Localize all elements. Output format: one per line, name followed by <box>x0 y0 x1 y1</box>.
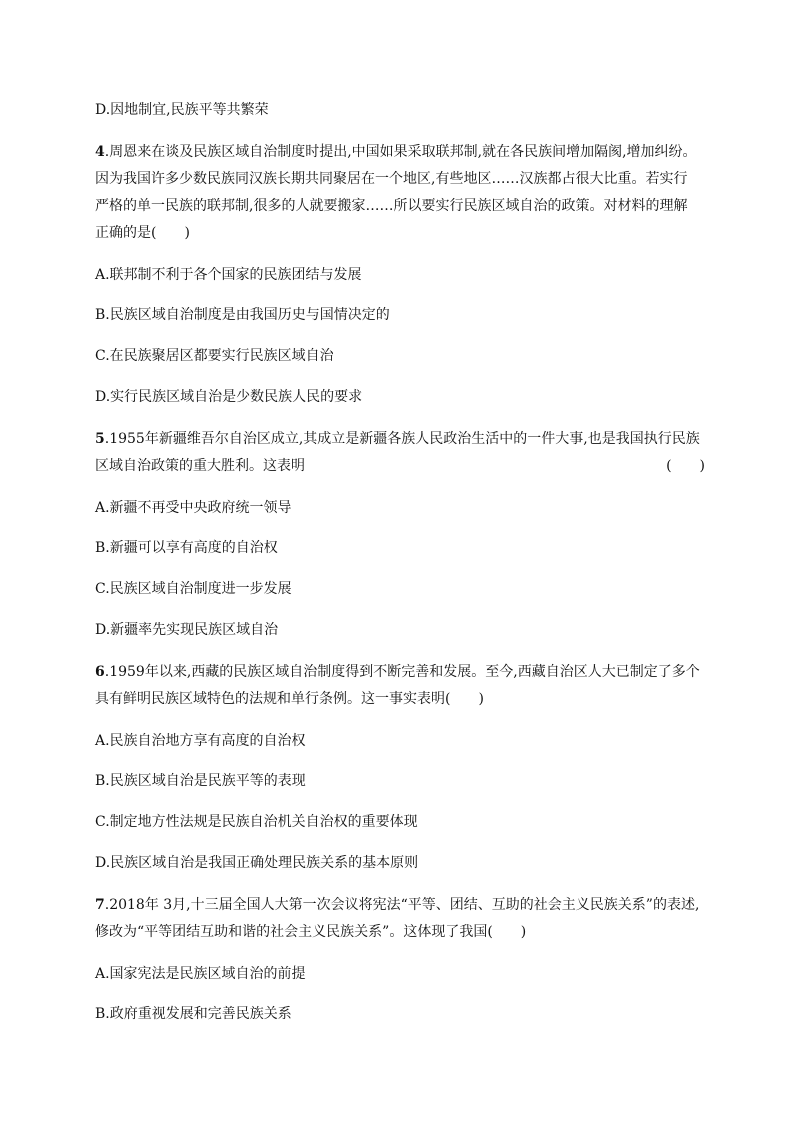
q4-number: 4 <box>95 144 105 160</box>
q5-stem-line-2 <box>95 456 705 476</box>
q5-option-c: C.民族区域自治制度进一步发展 <box>95 581 292 597</box>
q4-stem-line-4: 正确的是( ) <box>95 225 190 241</box>
q4-stem-line-3: 严格的单一民族的联邦制,很多的人就要搬家……所以要实行民族区域自治的政策。对材料的理解 <box>95 198 688 214</box>
q4-stem-text-1: .周恩来在谈及民族区域自治制度时提出,中国如果采取联邦制,就在各民族间增加隔阂,增加纠纷。 <box>104 144 697 160</box>
q4-option-c: C.在民族聚居区都要实行民族区域自治 <box>95 348 334 364</box>
q4-stem-line-1 <box>95 142 705 162</box>
q4-option-d: D.实行民族区域自治是少数民族人民的要求 <box>95 389 363 405</box>
q7-option-b: B.政府重视发展和完善民族关系 <box>95 1006 292 1022</box>
q4-stem-line-2: 因为我国许多少数民族同汉族长期共同聚居在一个地区,有些地区……汉族都占很大比重。若实行 <box>95 171 688 187</box>
q7-stem-line-1 <box>95 895 705 915</box>
q5-number: 5 <box>95 431 105 447</box>
q6-stem-line-1 <box>95 662 705 682</box>
q3-option-d: D.因地制宜,民族平等共繁荣 <box>95 102 269 118</box>
q6-stem-text-1: .1959年以来,西藏的民族区域自治制度得到不断完善和发展。至今,西藏自治区人大已制定了多个 <box>104 664 700 680</box>
q6-number: 6 <box>95 664 105 680</box>
q6-option-a: A.民族自治地方享有高度的自治权 <box>95 733 306 749</box>
q7-stem-text-1: .2018年 3月,十三届全国人大第一次会议将宪法“平等、团结、互助的社会主义民族关系”的表述, <box>104 897 700 913</box>
q5-option-d: D.新疆率先实现民族区域自治 <box>95 622 279 638</box>
q6-option-b: B.民族区域自治是民族平等的表现 <box>95 773 306 789</box>
q5-stem-line-1 <box>95 429 705 449</box>
q6-option-d: D.民族区域自治是我国正确处理民族关系的基本原则 <box>95 855 419 871</box>
q7-number: 7 <box>95 897 105 913</box>
q5-answer-paren: ( ) <box>666 458 705 474</box>
q4-option-b: B.民族区域自治制度是由我国历史与国情决定的 <box>95 307 390 323</box>
q7-option-a: A.国家宪法是民族区域自治的前提 <box>95 966 306 982</box>
q5-stem-text-1: .1955年新疆维吾尔自治区成立,其成立是新疆各族人民政治生活中的一件大事,也是我国执行民族 <box>104 431 700 447</box>
q5-option-b: B.新疆可以享有高度的自治权 <box>95 540 278 556</box>
q5-option-a: A.新疆不再受中央政府统一领导 <box>95 500 292 516</box>
q6-stem-line-2: 具有鲜明民族区域特色的法规和单行条例。这一事实表明( ) <box>95 691 484 707</box>
q7-stem-line-2: 修改为“平等团结互助和谐的社会主义民族关系”。这体现了我国( ) <box>95 924 527 940</box>
q5-stem-text-2: 区域自治政策的重大胜利。这表明 <box>95 458 305 474</box>
q6-option-c: C.制定地方性法规是民族自治机关自治权的重要体现 <box>95 814 418 830</box>
q4-option-a: A.联邦制不利于各个国家的民族团结与发展 <box>95 267 362 283</box>
